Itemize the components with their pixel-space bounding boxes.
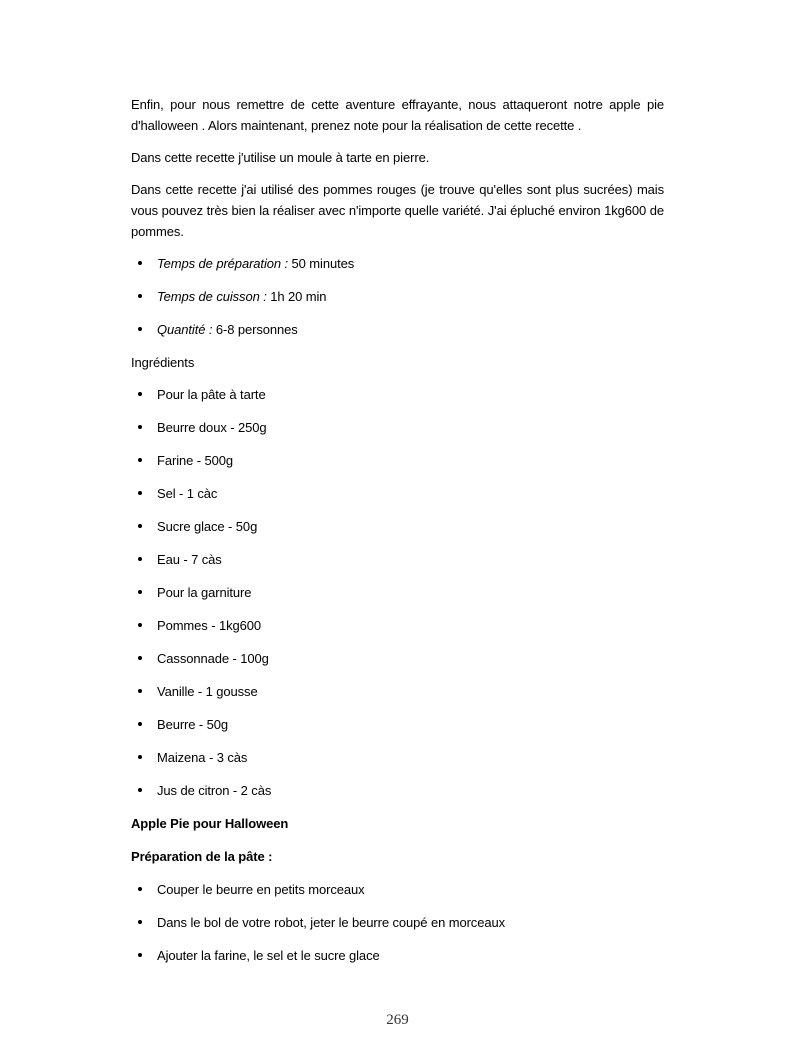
recipe-info-list — [131, 253, 664, 340]
mould-paragraph: Dans cette recette j'utilise un moule à tarte en pierre. — [131, 150, 430, 165]
preparation-heading: Préparation de la pâte : — [131, 849, 273, 864]
ingredient-item: Beurre - 50g — [131, 714, 664, 735]
page-number: 269 — [386, 1012, 409, 1028]
ingredient-item: Vanille - 1 gousse — [131, 681, 664, 702]
ingredients-title: Ingrédients — [131, 355, 195, 370]
info-item-quantity — [131, 319, 664, 340]
ingredients-list — [131, 384, 664, 801]
info-value: 6-8 personnes — [215, 322, 298, 337]
info-value: 1h 20 min — [270, 289, 327, 304]
info-label: Temps de préparation : — [157, 256, 289, 271]
ingredient-item: Pommes - 1kg600 — [131, 615, 664, 636]
ingredient-item: Jus de citron - 2 càs — [131, 780, 664, 801]
ingredient-item: Sucre glace - 50g — [131, 516, 664, 537]
step-item: Ajouter la farine, le sel et le sucre glace — [131, 945, 664, 966]
ingredient-item: Pour la garniture — [131, 582, 664, 603]
intro-paragraph: Enfin, pour nous remettre de cette aventure effrayante, nous attaqueront notre apple pie d'halloween . Alors maintenant, prenez note pour la réalisation de cette recette . — [131, 97, 664, 133]
ingredient-item: Cassonnade - 100g — [131, 648, 664, 669]
step-item: Dans le bol de votre robot, jeter le beurre coupé en morceaux — [131, 912, 664, 933]
ingredient-item: Beurre doux - 250g — [131, 417, 664, 438]
info-item-preparation-time — [131, 253, 664, 274]
ingredient-item: Maizena - 3 càs — [131, 747, 664, 768]
preparation-steps-list — [131, 879, 664, 966]
apples-paragraph: Dans cette recette j'ai utilisé des pommes rouges (je trouve qu'elles sont plus sucrées) mais vous pouvez très bien la réaliser avec n'importe quelle variété. J'ai épluché environ 1kg600 de pommes. — [131, 182, 664, 239]
ingredient-item: Farine - 500g — [131, 450, 664, 471]
ingredient-item: Sel - 1 càc — [131, 483, 664, 504]
recipe-title-heading: Apple Pie pour Halloween — [131, 816, 289, 831]
ingredient-item: Eau - 7 càs — [131, 549, 664, 570]
step-item: Couper le beurre en petits morceaux — [131, 879, 664, 900]
info-value: 50 minutes — [291, 256, 355, 271]
document-page-content — [131, 94, 664, 978]
info-item-cooking-time — [131, 286, 664, 307]
ingredient-item: Pour la pâte à tarte — [131, 384, 664, 405]
info-label: Temps de cuisson : — [157, 289, 267, 304]
info-label: Quantité : — [157, 322, 213, 337]
